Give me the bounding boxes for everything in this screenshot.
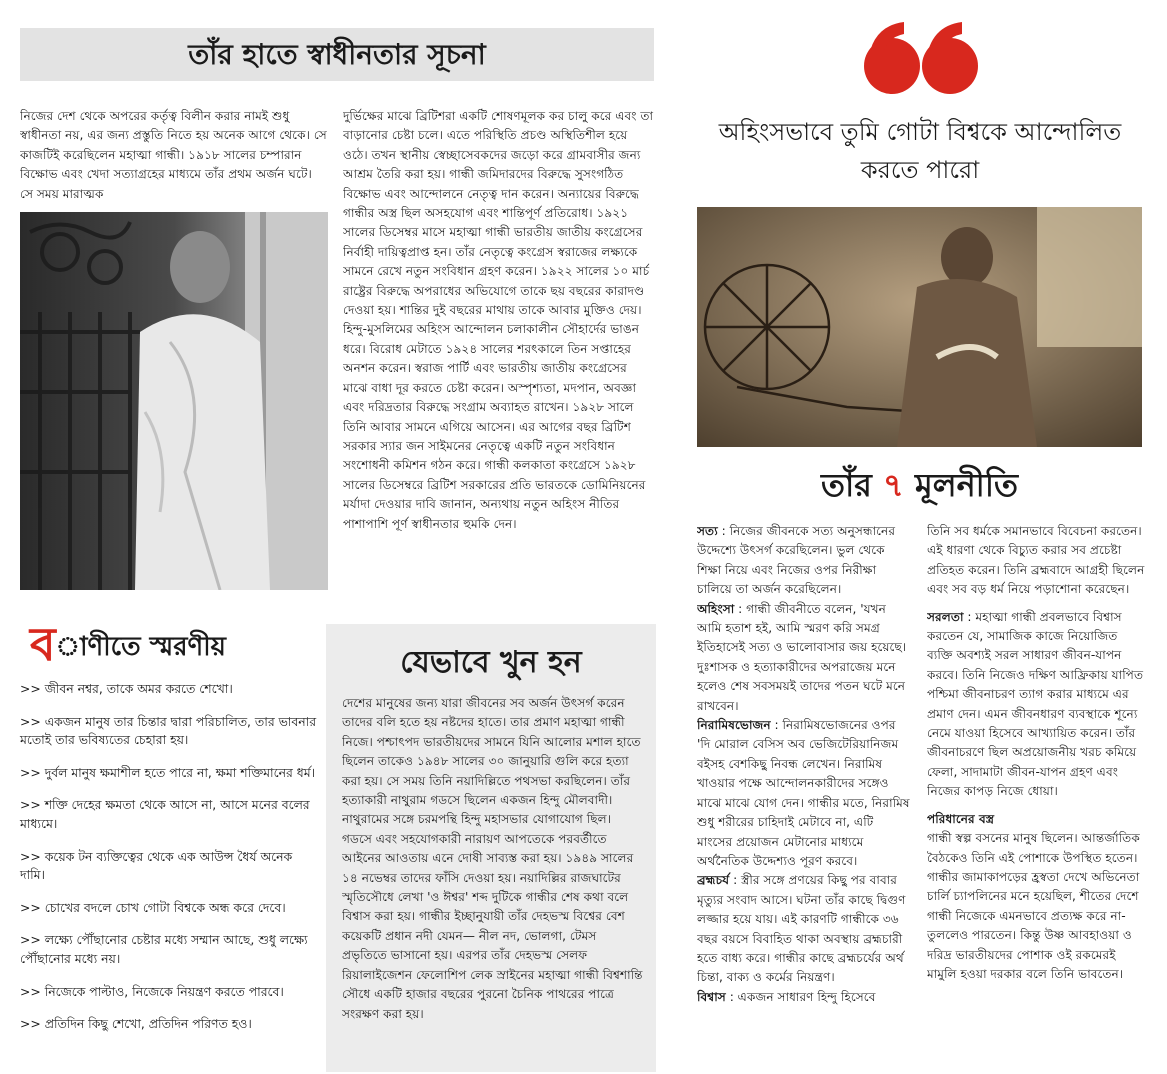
article-title-banner xyxy=(20,28,654,81)
quote-item: >> চোখের বদলে চোখ গোটা বিশ্বকে অন্ধ করে দেবে। xyxy=(20,899,286,915)
principle-text: : নিরামিষভোজনের ওপর 'দি মোরাল বেসিস অব ভেজিটেরিয়ানিজম বইসহ বেশকিছু নিবন্ধ লেখেন। নিরামিষ খাওয়ার পক্ষে আন্দোলনকারীদের সঙ্গেও মাঝে মাঝে যোগ দেন। গান্ধীর মতে, নিরামিষ শুধু শরীরের চাহিদাই মেটাবে না, এটি মাংসের প্রয়োজন মেটানোর মাধ্যমে অর্থনৈতিক উদ্দেশ্যও পূরণ করবে। xyxy=(697,718,910,868)
principles-title-num: ৭ xyxy=(883,466,904,504)
gandhi-walking-photo xyxy=(20,212,328,590)
principle-label: সরলতা xyxy=(927,609,964,624)
article-col2-text: দুর্ভিক্ষের মাঝে ব্রিটিশরা একটি শোষণমূলক কর চালু করে এবং তা বাড়ানোর চেষ্টা চলে। এতে পরিস্থিতি প্রচণ্ড অস্থিতিশীল হয়ে ওঠে। তখন স্থানীয় স্বেচ্ছাসেবকদের জড়ো করে গ্রামবাসীর জন্য আশ্রম তৈরি করা হয়। গান্ধী জমিদারদের বিরুদ্ধে সুসংগঠিত বিক্ষোভ এবং আন্দোলনে নেতৃত্ব দান করেন। অন্যায়ের বিরুদ্ধে গান্ধীর অস্ত্র ছিল অসহযোগ এবং শান্তিপূর্ণ প্রতিরোধ। ১৯২১ সালের ডিসেম্বর মাসে মহাত্মা গান্ধী ভারতীয় জাতীয় কংগ্রেসের নির্বাহী দায়িত্বপ্রাপ্ত হন। তাঁর নেতৃত্বে কংগ্রেস স্বরাজের লক্ষ্যকে সামনে রেখে নতুন সংবিধান গ্রহণ করেন। ১৯২২ সালের ১০ মার্চ রাষ্ট্রের বিরুদ্ধে অপরাধের অভিযোগে তাকে ছয় বছরের কারাদণ্ড দেওয়া হয়। শান্তির দুই বছরের মাথায় তাকে আবার মুক্তিও দেয়। হিন্দু-মুসলিমের অহিংস আন্দোলন চলাকালীন সৌহার্দের ভাঙন ধরে। বিরোধ মেটাতে ১৯২৪ সালের শরৎকালে তিন সপ্তাহের অনশন করেন। স্বরাজ পার্টি এবং ভারতীয় জাতীয় কংগ্রেসের মাঝে বাধা দূর করতে চেষ্টা করেন। অস্পৃশ্যতা, মদপান, অবজ্ঞা এবং দরিদ্রতার বিরুদ্ধে সংগ্রাম অব্যাহত রাখেন। ১৯২৮ সালে তিনি আবার সামনে এগিয়ে আসেন। এর আগের বছর ব্রিটিশ সরকার স্যার জন সাইমনের নেতৃত্বে একটি নতুন সংবিধান সংশোধনী কমিশন গঠন করে। গান্ধী কলকাতা কংগ্রেসে ১৯২৮ সালের ডিসেম্বরে ব্রিটিশ সরকারের প্রতি ভারতকে ডোমিনিয়নের মর্যাদা দেওয়ার দাবি জানান, অন্যথায় নতুন অহিংস নীতির পাশাপাশি পূর্ণ স্বাধীনতার হুমকি দেন। xyxy=(343,109,654,531)
quote-item: >> জীবন নশ্বর, তাকে অমর করতে শেখো। xyxy=(20,681,233,696)
quote-item: >> কয়েক টন ব্যক্তিত্বের থেকে এক আউন্স ধৈর্য অনেক দামি। xyxy=(20,848,293,883)
principle-nonviolence xyxy=(697,600,912,716)
article-title: তাঁর হাতে স্বাধীনতার সূচনা xyxy=(188,38,486,71)
principle-clothing-heading xyxy=(927,810,1145,829)
principle-text: : একজন সাধারণ হিন্দু হিসেবে xyxy=(729,989,876,1004)
quote-item: >> শক্তি দেহের ক্ষমতা থেকে আসে না, আসে মনের বলের মাধ্যমে। xyxy=(20,797,310,831)
gandhi-spinning-image xyxy=(697,207,1142,447)
principle-text: : নিজের জীবনকে সত্য অনুসন্ধানের উদ্দেশ্যে উৎসর্গ করেছিলেন। ভুল থেকে শিক্ষা নিয়ে এবং নিজের ওপর নিরীক্ষা চালিয়ে তা অর্জন করেছিলেন। xyxy=(697,524,896,597)
quotes-list xyxy=(20,680,320,1065)
principle-truth xyxy=(697,522,912,600)
article-col1-text: নিজের দেশ থেকে অপরের কর্তৃত্ব বিলীন করার নামই শুধু স্বাধীনতা নয়, এর জন্য প্রস্তুতি নিতে হয় অনেক আগে থেকে। সে কাজটিই করেছিলেন মহাত্মা গান্ধী। ১৯১৮ সালের চম্পারান বিক্ষোভ এবং খেদা সত্যাগ্রহের মাধ্যমে তাঁর প্রথম অর্জন ঘটে। সে সময় মারাত্মক xyxy=(20,109,327,201)
principles-col2 xyxy=(927,522,1145,1068)
principle-text: : স্ত্রীর সঙ্গে প্রণয়ের কিছু পর বাবার মৃত্যুর সংবাদ আসে। ঘটনা তাঁর কাছে দ্বিগুণ লজ্জার হয়ে যায়। এই কারণটি গান্ধীকে ৩৬ বছর বয়সে বিবাহিত থাকা অবস্থায় ব্রহ্মচারী হতে বাধ্য করে। গান্ধীর কাছে ব্রহ্মচর্যের অর্থ চিন্তা, বাক্য ও কর্মের নিয়ন্ত্রণ। xyxy=(697,873,906,985)
principle-label: বিশ্বাস xyxy=(697,989,726,1004)
principle-brahmacharya xyxy=(697,871,912,987)
principle-label: নিরামিষভোজন xyxy=(697,718,771,733)
principle-label: পরিধানের বস্ত্র xyxy=(927,811,995,826)
quotes-title xyxy=(30,610,330,670)
principles-title-a: তাঁর xyxy=(820,466,872,504)
quotes-title-mark: ব xyxy=(30,617,56,671)
principle-label: অহিংসা xyxy=(697,601,735,616)
quotes-title-text: াণীতে স্মরণীয় xyxy=(55,632,227,662)
headline-quote: অহিংসভাবে তুমি গোটা বিশ্বকে আন্দোলিত করতে পারো xyxy=(718,118,1122,184)
quote-item: >> একজন মানুষ তার চিন্তার দ্বারা পরিচালিত, তার ভাবনার মতোই তার ভবিষ্যতের চেহারা হয়। xyxy=(20,713,317,748)
principle-label: সত্য xyxy=(697,524,718,538)
death-box xyxy=(326,624,656,1072)
principle-faith-continued: তিনি সব ধর্মকে সমানভাবে বিবেচনা করতেন। এই ধারণা থেকে বিচ্যুত করার সব প্রচেষ্টা প্রতিহত করেন। তিনি ব্রহ্মবাদে আগ্রহী ছিলেন এবং সব বড় ধর্ম নিয়ে পড়াশোনা করেছেন। xyxy=(927,524,1145,597)
principle-vegetarian xyxy=(697,716,912,871)
principle-label: ব্রহ্মচর্য xyxy=(697,873,730,888)
principles-title xyxy=(697,462,1142,508)
principles-title-b: মূলনীতি xyxy=(914,466,1019,504)
principle-clothing-text: গান্ধী স্বল্প বসনের মানুষ ছিলেন। আন্তর্জাতিক বৈঠকেও তিনি এই পোশাকে উপস্থিত হতেন। গান্ধীর জামাকাপড়ের হ্রস্বতা দেখে অভিনেতা চার্লি চ্যাপলিনের মনে হয়েছিল, শীতের দেশে গান্ধী নিজেকে এমনভাবে প্রত্যক্ষ করে না-তুললেও পারতেন। কিন্তু উষ্ণ আবহাওয়া ও দরিদ্র ভারতীয়দের পোশাক ওই রকমেরই মামুলি হওয়া দরকার বলে তিনি ভাবতেন। xyxy=(927,831,1140,981)
principle-simplicity xyxy=(927,608,1145,802)
red-quote-icon xyxy=(860,0,980,110)
death-text: দেশের মানুষের জন্য যারা জীবনের সব অর্জন উৎসর্গ করেন তাদের বলি হতে হয় নষ্টদের হাতে। তার প্রমাণ মহাত্মা গান্ধী নিজে। পশ্চাৎপদ ভারতীয়দের সামনে যিনি আলোর মশাল হাতে ছিলেন তাকেও ১৯৪৮ সালের ৩০ জানুয়ারি গুলি করে হত্যা করা হয়। সে সময় তিনি নয়াদিল্লিতে পথসভা করছিলেন। তাঁর হত্যাকারী নাথুরাম গডসে ছিলেন একজন হিন্দু মৌলবাদী। নাথুরামের সঙ্গে চরমপন্থি হিন্দু মহাসভার যোগাযোগ ছিল। গডসে এবং সহযোগকারী নারায়ণ আপতেকে পরবর্তীতে আইনের আওতায় এনে দোষী সাব্যস্ত করা হয়। ১৯৪৯ সালের ১৪ নভেম্বর তাদের ফাঁসি দেওয়া হয়। নয়াদিল্লির রাজঘাটের স্মৃতিসৌধে লেখা 'ও ঈশ্বর' শব্দ দুটিকে গান্ধীর শেষ কথা বলে বিশ্বাস করা হয়। গান্ধীর ইচ্ছানুযায়ী তাঁর দেহভস্ম বিশ্বের বেশ কয়েকটি প্রধান নদী যেমন— নীল নদ, ভোলগা, টেমস প্রভৃতিতে ভাসানো হয়। এরপর তাঁর দেহভস্ম সেলফ রিয়ালাইজেশন ফেলোশিপ লেক স্রাইনের মহাত্মা গান্ধী বিশ্বশান্তি সৌধে একটি হাজার বছরের পুরনো চৈনিক পাথরের পাত্রে সংরক্ষণ করা হয়। xyxy=(342,696,643,1021)
quote-item: >> দুর্বল মানুষ ক্ষমাশীল হতে পারে না, ক্ষমা শক্তিমানের ধর্ম। xyxy=(20,764,316,780)
principle-text: : গান্ধী জীবনীতে বলেন, 'যখন আমি হতাশ হই, আমি স্মরণ করি সমগ্র ইতিহাসেই সত্য ও ভালোবাসার জয় হয়েছে। দুঃশাসক ও হত্যাকারীদের অপরাজেয় মনে হলেও শেষ সবসময়ই তাদের পতন ঘটে মনে রাখবেন। xyxy=(697,601,907,713)
quote-item: >> লক্ষ্যে পৌঁছানোর চেষ্টার মধ্যে সম্মান আছে, শুধু লক্ষ্যে পৌঁছানোর মধ্যে নয়। xyxy=(20,932,308,966)
gandhi-walking-image xyxy=(20,212,328,590)
gandhi-spinning-photo xyxy=(697,207,1142,447)
principles-col1 xyxy=(697,522,912,1068)
quote-item: >> নিজেকে পাল্টাও, নিজেকে নিয়ন্ত্রণ করতে পারবে। xyxy=(20,983,284,999)
quote-mark-icon xyxy=(860,0,980,110)
quote-item: >> প্রতিদিন কিছু শেখো, প্রতিদিন পরিণত হও। xyxy=(20,1016,252,1032)
principle-text: : মহাত্মা গান্ধী প্রবলভাবে বিশ্বাস করতেন যে, সামাজিক কাজে নিয়োজিত ব্যক্তি অবশ্যই সরল সাধারণ জীবন-যাপন করবে। তিনি নিজেও দক্ষিণ আফ্রিকায় যাপিত পশ্চিমা জীবনাচরণ ত্যাগ করার মাধ্যমে এর প্রমাণ দেন। এমন জীবনধারণ ব্যবস্থাকে শূন্যে নেমে যাওয়া হিসেবে আখ্যায়িত করেন। তাঁর জীবনাচরণে ছিল অপ্রয়োজনীয় খরচ কমিয়ে ফেলা, সাদামাটা জীবন-যাপন গ্রহণ এবং নিজের কাপড় নিজে ধোয়া। xyxy=(927,609,1144,799)
death-title: যেভাবে খুন হন xyxy=(400,645,582,680)
principle-faith xyxy=(697,988,912,1007)
